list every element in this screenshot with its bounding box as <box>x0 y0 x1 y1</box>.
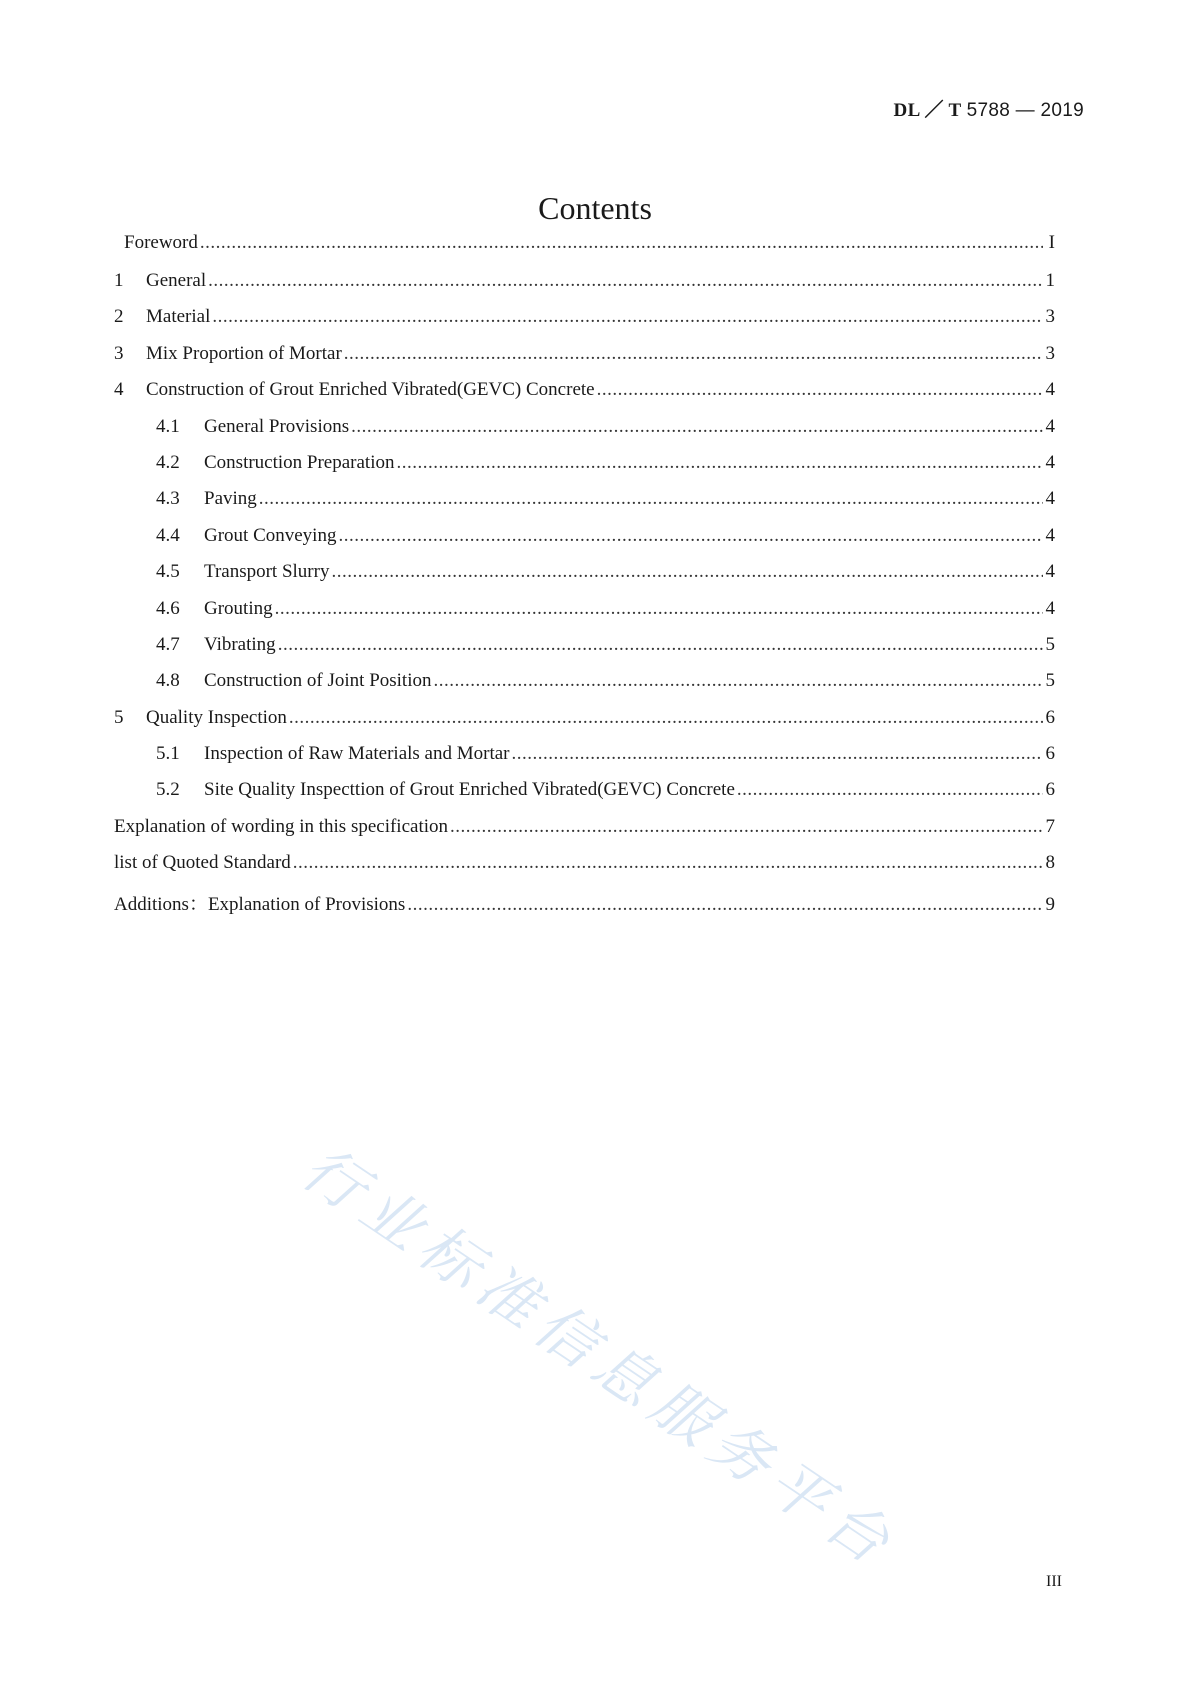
toc-entry-quality-inspection[interactable] <box>114 707 1055 743</box>
toc-entry-construction-preparation[interactable] <box>114 452 1055 488</box>
toc-entry-page: 4 <box>1045 451 1055 473</box>
toc-entry-label: Site Quality Inspecttion of Grout Enriched Vibrated(GEVC) Concrete <box>204 779 735 801</box>
toc-entry-construction-gevc[interactable] <box>114 379 1055 415</box>
standard-code <box>894 95 1084 122</box>
toc-entry-label: Mix Proportion of Mortar <box>146 342 342 364</box>
toc-entry-number: 2 <box>114 306 124 328</box>
toc-entry-transport-slurry[interactable] <box>114 561 1055 597</box>
toc-entry-number: 3 <box>114 342 124 364</box>
standard-code-prefix: DL ／ T <box>893 100 962 121</box>
toc-dot-leader <box>338 525 1043 547</box>
toc-entry-page: 3 <box>1045 306 1055 328</box>
toc-entry-page: 3 <box>1045 342 1055 364</box>
toc-dot-leader <box>351 416 1043 438</box>
toc-dot-leader <box>293 852 1043 874</box>
toc-entry-label: Grout Conveying <box>204 524 337 546</box>
toc-dot-leader <box>289 707 1043 729</box>
toc-entry-grout-conveying[interactable] <box>114 525 1055 561</box>
toc-entry-number: 4.7 <box>156 633 180 655</box>
toc-entry-page: 6 <box>1045 706 1055 728</box>
toc-entry-label: Construction of Grout Enriched Vibrated(GEVC) Concrete <box>146 379 595 401</box>
toc-entry-general-provisions[interactable] <box>114 416 1055 452</box>
toc-entry-number: 5 <box>114 706 124 728</box>
toc-entry-number: 4.6 <box>156 597 180 619</box>
toc-entry-label: list of Quoted Standard <box>114 852 291 874</box>
toc-dot-leader <box>397 452 1044 474</box>
toc-entry-quoted-standard[interactable] <box>114 852 1055 888</box>
toc-entry-foreword[interactable] <box>114 232 1055 270</box>
watermark: 行业标准信息服务平台 <box>289 1133 910 1583</box>
toc-entry-general[interactable] <box>114 270 1055 306</box>
toc-entry-page: 5 <box>1045 670 1055 692</box>
toc-entry-page: 1 <box>1045 270 1055 291</box>
toc-entry-label: Additions：Explanation of Provisions <box>114 893 406 915</box>
toc-entry-material[interactable] <box>114 306 1055 342</box>
toc-entry-label: General Provisions <box>204 415 350 437</box>
toc-entry-label: Quality Inspection <box>146 706 287 728</box>
toc-entry-label: Explanation of wording in this specification <box>114 815 449 837</box>
toc-entry-label: Foreword <box>124 232 198 253</box>
toc-entry-joint-position[interactable] <box>114 670 1055 706</box>
toc-entry-label: Material <box>146 306 211 328</box>
toc-dot-leader <box>259 488 1043 510</box>
toc-entry-grouting[interactable] <box>114 598 1055 634</box>
toc-entry-page: 6 <box>1045 779 1055 801</box>
contents-title: Contents <box>538 190 652 226</box>
page-number: III <box>1046 1573 1062 1590</box>
toc-entry-page: 7 <box>1045 815 1055 837</box>
toc-dot-leader <box>331 561 1043 583</box>
toc-entry-page: 4 <box>1045 488 1055 510</box>
toc-dot-leader <box>407 894 1043 916</box>
toc-entry-paving[interactable] <box>114 488 1055 524</box>
toc-entry-page: 4 <box>1045 379 1055 401</box>
toc-entry-label: Grouting <box>204 597 273 619</box>
toc-dot-leader <box>434 670 1044 692</box>
toc-dot-leader <box>208 270 1043 292</box>
toc-entry-page: 4 <box>1045 415 1055 437</box>
toc-entry-page: I <box>1048 232 1055 253</box>
toc-entry-page: 9 <box>1045 893 1055 915</box>
toc-dot-leader <box>450 816 1043 838</box>
toc-entry-number: 4.3 <box>156 488 180 510</box>
toc-entry-number: 4.1 <box>156 415 180 437</box>
toc-entry-page: 4 <box>1045 597 1055 619</box>
toc-dot-leader <box>737 779 1043 801</box>
toc-entry-mix-proportion[interactable] <box>114 343 1055 379</box>
toc-dot-leader <box>212 306 1043 328</box>
toc-entry-explanation-of-provisions[interactable] <box>114 889 1055 925</box>
toc-entry-label: General <box>146 270 207 291</box>
toc-entry-number: 4 <box>114 379 124 401</box>
toc-entry-label: Construction of Joint Position <box>204 670 432 692</box>
toc-entry-label: Inspection of Raw Materials and Mortar <box>204 743 510 765</box>
toc-entry-raw-materials-inspection[interactable] <box>114 743 1055 779</box>
toc-dot-leader <box>512 743 1044 765</box>
toc-entry-number: 4.5 <box>156 561 180 583</box>
toc-dot-leader <box>200 232 1043 254</box>
toc-entry-page: 5 <box>1045 633 1055 655</box>
toc-entry-number: 4.4 <box>156 524 180 546</box>
toc-entry-label: Paving <box>204 488 257 510</box>
toc-entry-number: 4.8 <box>156 670 180 692</box>
toc-entry-label: Vibrating <box>204 633 276 655</box>
toc-dot-leader <box>597 379 1043 401</box>
toc-entry-label: Construction Preparation <box>204 451 395 473</box>
toc-entry-vibrating[interactable] <box>114 634 1055 670</box>
toc-entry-page: 4 <box>1045 524 1055 546</box>
toc-entry-page: 4 <box>1045 561 1055 583</box>
toc-entry-explanation-of-wording[interactable] <box>114 816 1055 852</box>
toc-entry-site-quality-inspection[interactable] <box>114 779 1055 815</box>
toc-entry-label: Transport Slurry <box>204 561 330 583</box>
toc-entry-page: 6 <box>1045 743 1055 765</box>
toc-dot-leader <box>344 343 1043 365</box>
toc-entry-number: 4.2 <box>156 451 180 473</box>
standard-code-number: 5788 — 2019 <box>966 100 1084 121</box>
toc-dot-leader <box>278 634 1043 656</box>
toc-entry-number: 5.1 <box>156 743 180 765</box>
toc-entry-page: 8 <box>1045 852 1055 874</box>
toc-dot-leader <box>275 598 1043 620</box>
table-of-contents <box>114 232 1055 925</box>
toc-entry-number: 5.2 <box>156 779 180 801</box>
toc-entry-number: 1 <box>114 270 124 291</box>
